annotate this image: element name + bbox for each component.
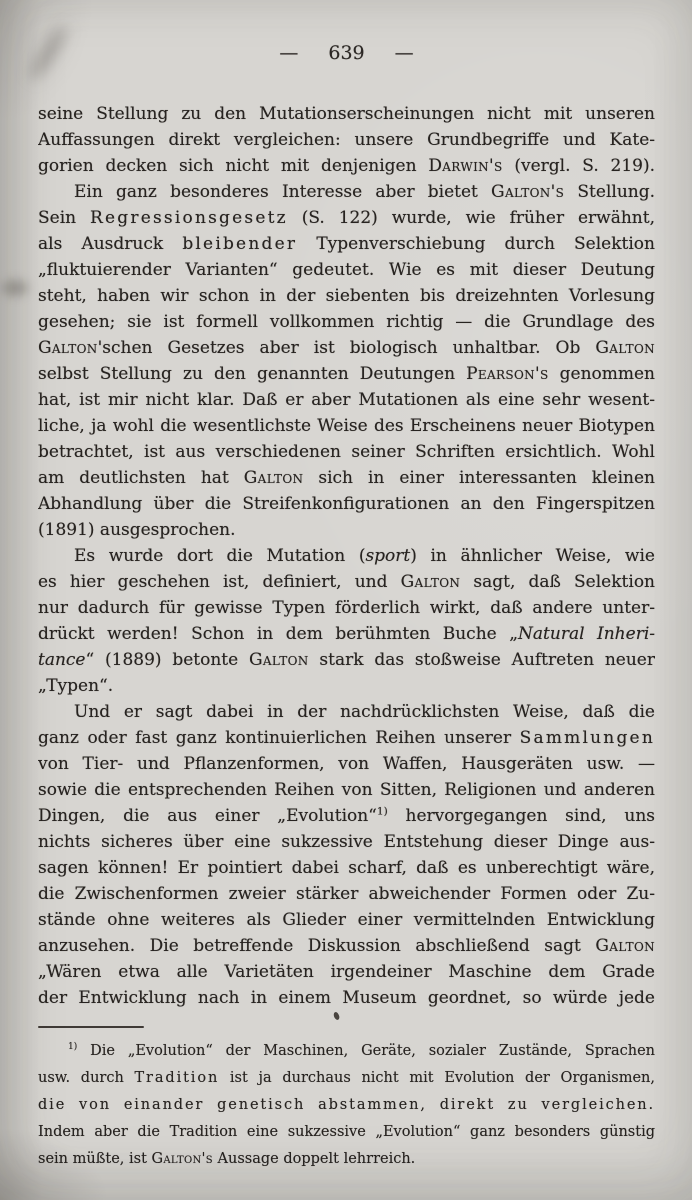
text-segment: seine Stellung zu den Mutationserscheinungen nicht mit unseren [38, 104, 655, 124]
letterspaced-text: Tradition [134, 1070, 220, 1086]
text-segment: am deutlichsten hat [38, 468, 244, 488]
text-line [38, 153, 655, 179]
text-line [38, 1065, 655, 1092]
text-line [38, 361, 655, 387]
scan-edge-stain-artifact [2, 280, 28, 296]
text-segment: betrachtet, ist aus verschiedenen seiner Schriften ersichtlich. Wohl [38, 442, 655, 462]
text-segment: (S. 122) wurde, wie früher erwähnt, [287, 208, 655, 228]
text-line [38, 647, 655, 673]
letterspaced-text: Regressionsgesetz [90, 208, 288, 228]
text-segment: anzusehen. Die betreffende Diskussion abschließend sagt [38, 936, 596, 956]
header-dash-right: — [394, 42, 414, 64]
text-segment: von Tier- und Pflanzenformen, von Waffen, Hausgeräten usw. — [38, 754, 655, 774]
name-smallcaps: Galton's [491, 182, 565, 202]
text-line [38, 621, 655, 647]
text-segment: Stellung. [564, 182, 655, 202]
text-line [38, 257, 655, 283]
text-line [38, 985, 655, 1011]
name-smallcaps: Pearson's [466, 364, 549, 384]
text-line [38, 231, 655, 257]
text-line [38, 1119, 655, 1146]
text-segment: steht, haben wir schon in der siebenten bis dreizehnten Vorlesung [38, 286, 655, 306]
text-line [38, 101, 655, 127]
name-smallcaps: Darwin's [428, 156, 503, 176]
text-segment: liche, ja wohl die wesentlichste Weise des Erscheinens neuer Biotypen [38, 416, 655, 436]
text-segment: genommen [548, 364, 655, 384]
footnote [38, 1038, 655, 1173]
text-line [38, 309, 655, 335]
text-segment: Sein [38, 208, 91, 228]
text-segment: Typenverschiebung durch Selektion [297, 234, 655, 254]
text-line [38, 283, 655, 309]
text-line [38, 907, 655, 933]
text-line [38, 465, 655, 491]
text-segment: Ein ganz besonderes Interesse aber bietet [74, 182, 492, 202]
footnote-marker: 1) [68, 1042, 78, 1053]
text-line [38, 543, 655, 569]
text-segment: “ (1889) betonte [85, 650, 249, 670]
text-segment: „Wären etwa alle Varietäten irgendeiner Maschine dem Grade [38, 962, 655, 982]
text-segment: der Entwicklung nach in einem Museum geordnet, so würde jede [38, 988, 655, 1008]
text-segment: Auffassungen direkt vergleichen: unsere Grundbegriffe und Kate- [38, 130, 655, 150]
text-segment: 'schen Gesetzes aber ist biologisch unhaltbar. Ob [97, 338, 596, 358]
text-segment: sein müßte, ist [38, 1151, 152, 1167]
text-line [38, 439, 655, 465]
name-smallcaps: Galton [595, 936, 655, 956]
text-line [38, 1092, 655, 1119]
name-smallcaps: Galton [595, 338, 655, 358]
text-line [38, 387, 655, 413]
text-segment: drückt werden! Schon in dem berühmten Buche „ [38, 624, 519, 644]
text-line [38, 855, 655, 881]
italic-text: sport [365, 546, 411, 566]
text-line [38, 127, 655, 153]
text-segment: sowie die entsprechenden Reihen von Sitten, Religionen und anderen [38, 780, 655, 800]
name-smallcaps: Galton [248, 650, 309, 670]
text-segment: Die „Evolution“ der Maschinen, Geräte, sozialer Zustände, Sprachen [77, 1043, 655, 1059]
text-line [38, 933, 655, 959]
text-segment: sich in einer interessanten kleinen [303, 468, 655, 488]
text-segment: hervorgegangen sind, uns [387, 806, 655, 826]
text-line [38, 725, 655, 751]
text-segment: hat, ist mir nicht klar. Daß er aber Mutationen als eine sehr wesent- [38, 390, 655, 410]
text-segment: Aussage doppelt lehrreich. [212, 1151, 416, 1167]
text-segment: „Typen“. [38, 676, 114, 696]
text-line [38, 803, 655, 829]
text-segment: die Zwischenformen zweier stärker abweichender Formen oder Zu- [38, 884, 655, 904]
name-smallcaps: Galton [400, 572, 461, 592]
text-segment: Indem aber die Tradition eine sukzessive „Evolution“ ganz besonders günstig [38, 1124, 655, 1140]
text-segment: Abhandlung über die Streifenkonfigurationen an den Fingerspitzen [38, 494, 655, 514]
text-line [38, 595, 655, 621]
footnote-marker: 1) [376, 805, 388, 818]
text-segment: selbst Stellung zu den genannten Deutungen [38, 364, 467, 384]
letterspaced-text: die von einander genetisch abstammen, direkt zu vergleichen. [38, 1097, 655, 1113]
text-segment: Und er sagt dabei in der nachdrücklichsten Weise, daß die [74, 702, 655, 722]
text-segment: Dingen, die aus einer „Evolution“ [38, 806, 377, 826]
text-line [38, 413, 655, 439]
text-segment: es hier geschehen ist, definiert, und [38, 572, 401, 592]
text-segment: (vergl. S. 219). [502, 156, 655, 176]
page-header [38, 42, 655, 64]
letterspaced-text: bleibender [182, 234, 298, 254]
footnote-separator-rule [38, 1026, 144, 1028]
text-line [38, 1038, 655, 1065]
name-smallcaps: Galton [38, 338, 98, 358]
header-dash-left: — [279, 42, 299, 64]
body-text [38, 101, 655, 1011]
text-line [38, 205, 655, 231]
italic-text: Natural Inheri- [518, 624, 655, 644]
name-smallcaps: Galton's [151, 1151, 213, 1167]
text-line [38, 751, 655, 777]
text-line [38, 959, 655, 985]
text-segment: Es wurde dort die Mutation ( [74, 546, 366, 566]
text-line [38, 699, 655, 725]
text-segment: gesehen; sie ist formell vollkommen richtig — die Grundlage des [38, 312, 655, 332]
text-segment: stände ohne weiteres als Glieder einer vermittelnden Entwicklung [38, 910, 655, 930]
text-line [38, 673, 655, 699]
ink-speck-artifact [332, 1011, 340, 1020]
text-segment: ganz oder fast ganz kontinuierlichen Reihen unserer [38, 728, 520, 748]
page-number: 639 [328, 42, 365, 64]
text-segment: usw. durch [38, 1070, 135, 1086]
name-smallcaps: Galton [243, 468, 304, 488]
text-line [38, 777, 655, 803]
text-line [38, 881, 655, 907]
text-line [38, 517, 655, 543]
text-segment: stark das stoßweise Auftreten neuer [308, 650, 655, 670]
text-segment: als Ausdruck [38, 234, 183, 254]
text-line [38, 1146, 655, 1173]
text-segment: sagt, daß Selektion [460, 572, 655, 592]
text-segment: nur dadurch für gewisse Typen förderlich wirkt, daß andere unter- [38, 598, 655, 618]
text-segment: sagen können! Er pointiert dabei scharf, daß es unberechtigt wäre, [38, 858, 655, 878]
text-line [38, 491, 655, 517]
text-segment: (1891) ausgesprochen. [38, 520, 236, 540]
text-segment: ist ja durchaus nicht mit Evolution der Organismen, [219, 1070, 655, 1086]
text-segment: ) in ähnlicher Weise, wie [410, 546, 655, 566]
text-line [38, 569, 655, 595]
text-segment: nichts sicheres über eine sukzessive Entstehung dieser Dinge aus- [38, 832, 655, 852]
text-line [38, 829, 655, 855]
letterspaced-text: Sammlungen [519, 728, 655, 748]
italic-text: tance [38, 650, 86, 670]
text-segment: gorien decken sich nicht mit denjenigen [38, 156, 429, 176]
text-line [38, 335, 655, 361]
text-line [38, 179, 655, 205]
text-segment: „fluktuierender Varianten“ gedeutet. Wie es mit dieser Deutung [38, 260, 655, 280]
